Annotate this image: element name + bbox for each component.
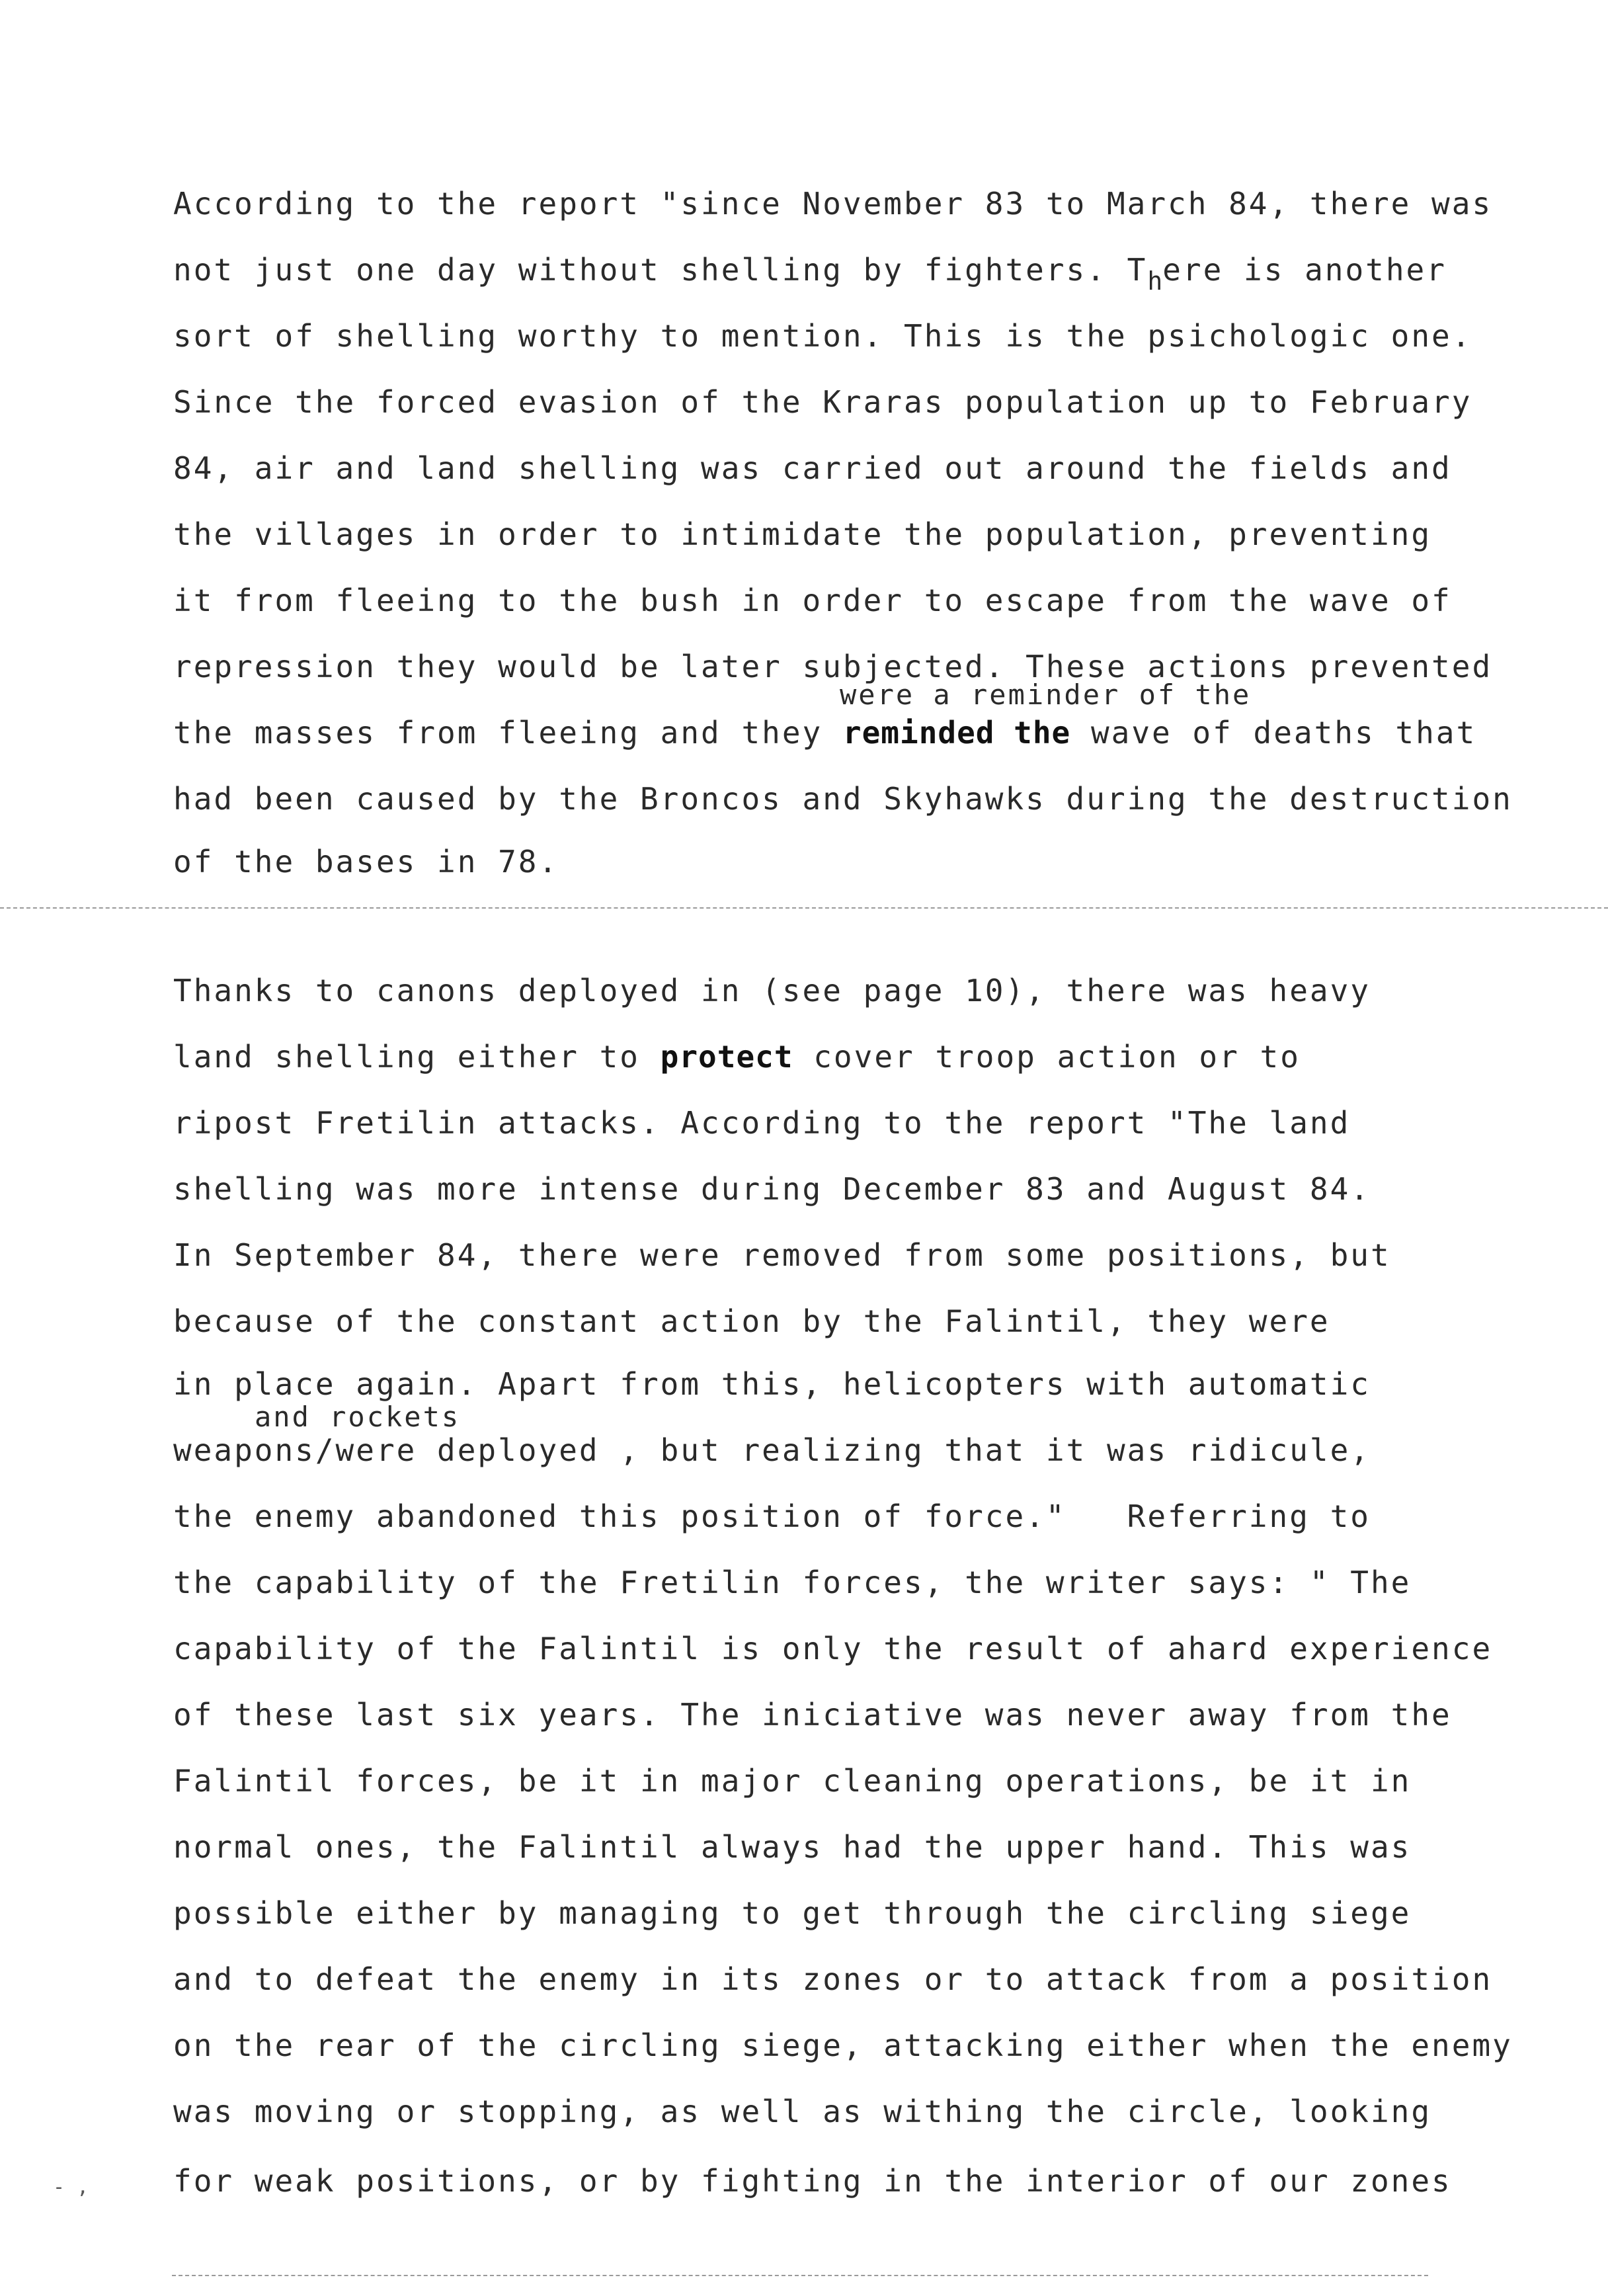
text-segment: land shelling either to <box>173 1039 661 1075</box>
text-line: for weak positions, or by fighting in the interior of our zones <box>173 2163 1452 2199</box>
text-line: and to defeat the enemy in its zones or to attack from a position <box>173 1961 1493 1997</box>
text-line: sort of shelling worthy to mention. This is the psichologic one. <box>173 318 1472 354</box>
margin-mark: - , <box>53 2176 89 2199</box>
text-line: on the rear of the circling siege, attacking either when the enemy <box>173 2028 1513 2063</box>
text-line: repression they would be later subjected. These actions prevented <box>173 649 1493 684</box>
text-line: Since the forced evasion of the Kraras population up to February <box>173 384 1472 420</box>
struck-text: protect <box>660 1039 793 1075</box>
text-line: in place again. Apart from this, helicopters with automatic <box>173 1366 1371 1402</box>
text-line: weapons/were deployed , but realizing that it was ridicule, <box>173 1432 1371 1468</box>
text-line: the enemy abandoned this position of force." Referring to <box>173 1498 1371 1534</box>
text-line: shelling was more intense during December 83 and August 84. <box>173 1171 1371 1207</box>
text-line: ripost Fretilin attacks. According to the report "The land <box>173 1105 1351 1141</box>
text-line: In September 84, there were removed from some positions, but <box>173 1237 1391 1273</box>
text-line: of these last six years. The iniciative was never away from the <box>173 1697 1452 1733</box>
handwritten-insertion: were a reminder of the <box>840 678 1252 711</box>
bottom-scan-edge <box>172 2275 1428 2276</box>
text-line: normal ones, the Falintil always had the upper hand. This was <box>173 1829 1412 1865</box>
text-line: According to the report "since November 83 to March 84, there was <box>173 186 1493 222</box>
text-line <box>173 252 1447 296</box>
text-line: of the bases in 78. <box>173 844 559 880</box>
text-segment: ere is another <box>1162 252 1447 288</box>
text-line: possible either by managing to get through the circling siege <box>173 1895 1412 1931</box>
text-line: the capability of the Fretilin forces, the writer says: " The <box>173 1565 1412 1600</box>
text-segment: cover troop action or to <box>793 1039 1301 1075</box>
text-line: 84, air and land shelling was carried out around the fields and <box>173 450 1452 486</box>
text-line: because of the constant action by the Falintil, they were <box>173 1303 1330 1339</box>
section-divider <box>0 907 1608 909</box>
struck-text: reminded the <box>842 715 1071 751</box>
text-line: Thanks to canons deployed in (see page 10), there was heavy <box>173 973 1371 1008</box>
text-line: it from fleeing to the bush in order to escape from the wave of <box>173 583 1452 618</box>
subscript-letter: h <box>1147 266 1163 296</box>
text-line <box>173 715 1477 751</box>
text-line: the villages in order to intimidate the population, preventing <box>173 516 1432 552</box>
text-line: capability of the Falintil is only the result of ahard experience <box>173 1631 1493 1666</box>
text-segment: wave of deaths that <box>1070 715 1477 751</box>
text-segment: the masses from fleeing and they <box>173 715 843 751</box>
text-line: was moving or stopping, as well as withing the circle, looking <box>173 2094 1432 2129</box>
text-segment: not just one day without shelling by fighters. T <box>173 252 1148 288</box>
text-line <box>173 1039 1301 1075</box>
text-line: had been caused by the Broncos and Skyhawks during the destruction <box>173 781 1513 817</box>
handwritten-insertion: and rockets <box>255 1401 461 1433</box>
text-line: Falintil forces, be it in major cleaning operations, be it in <box>173 1763 1412 1799</box>
